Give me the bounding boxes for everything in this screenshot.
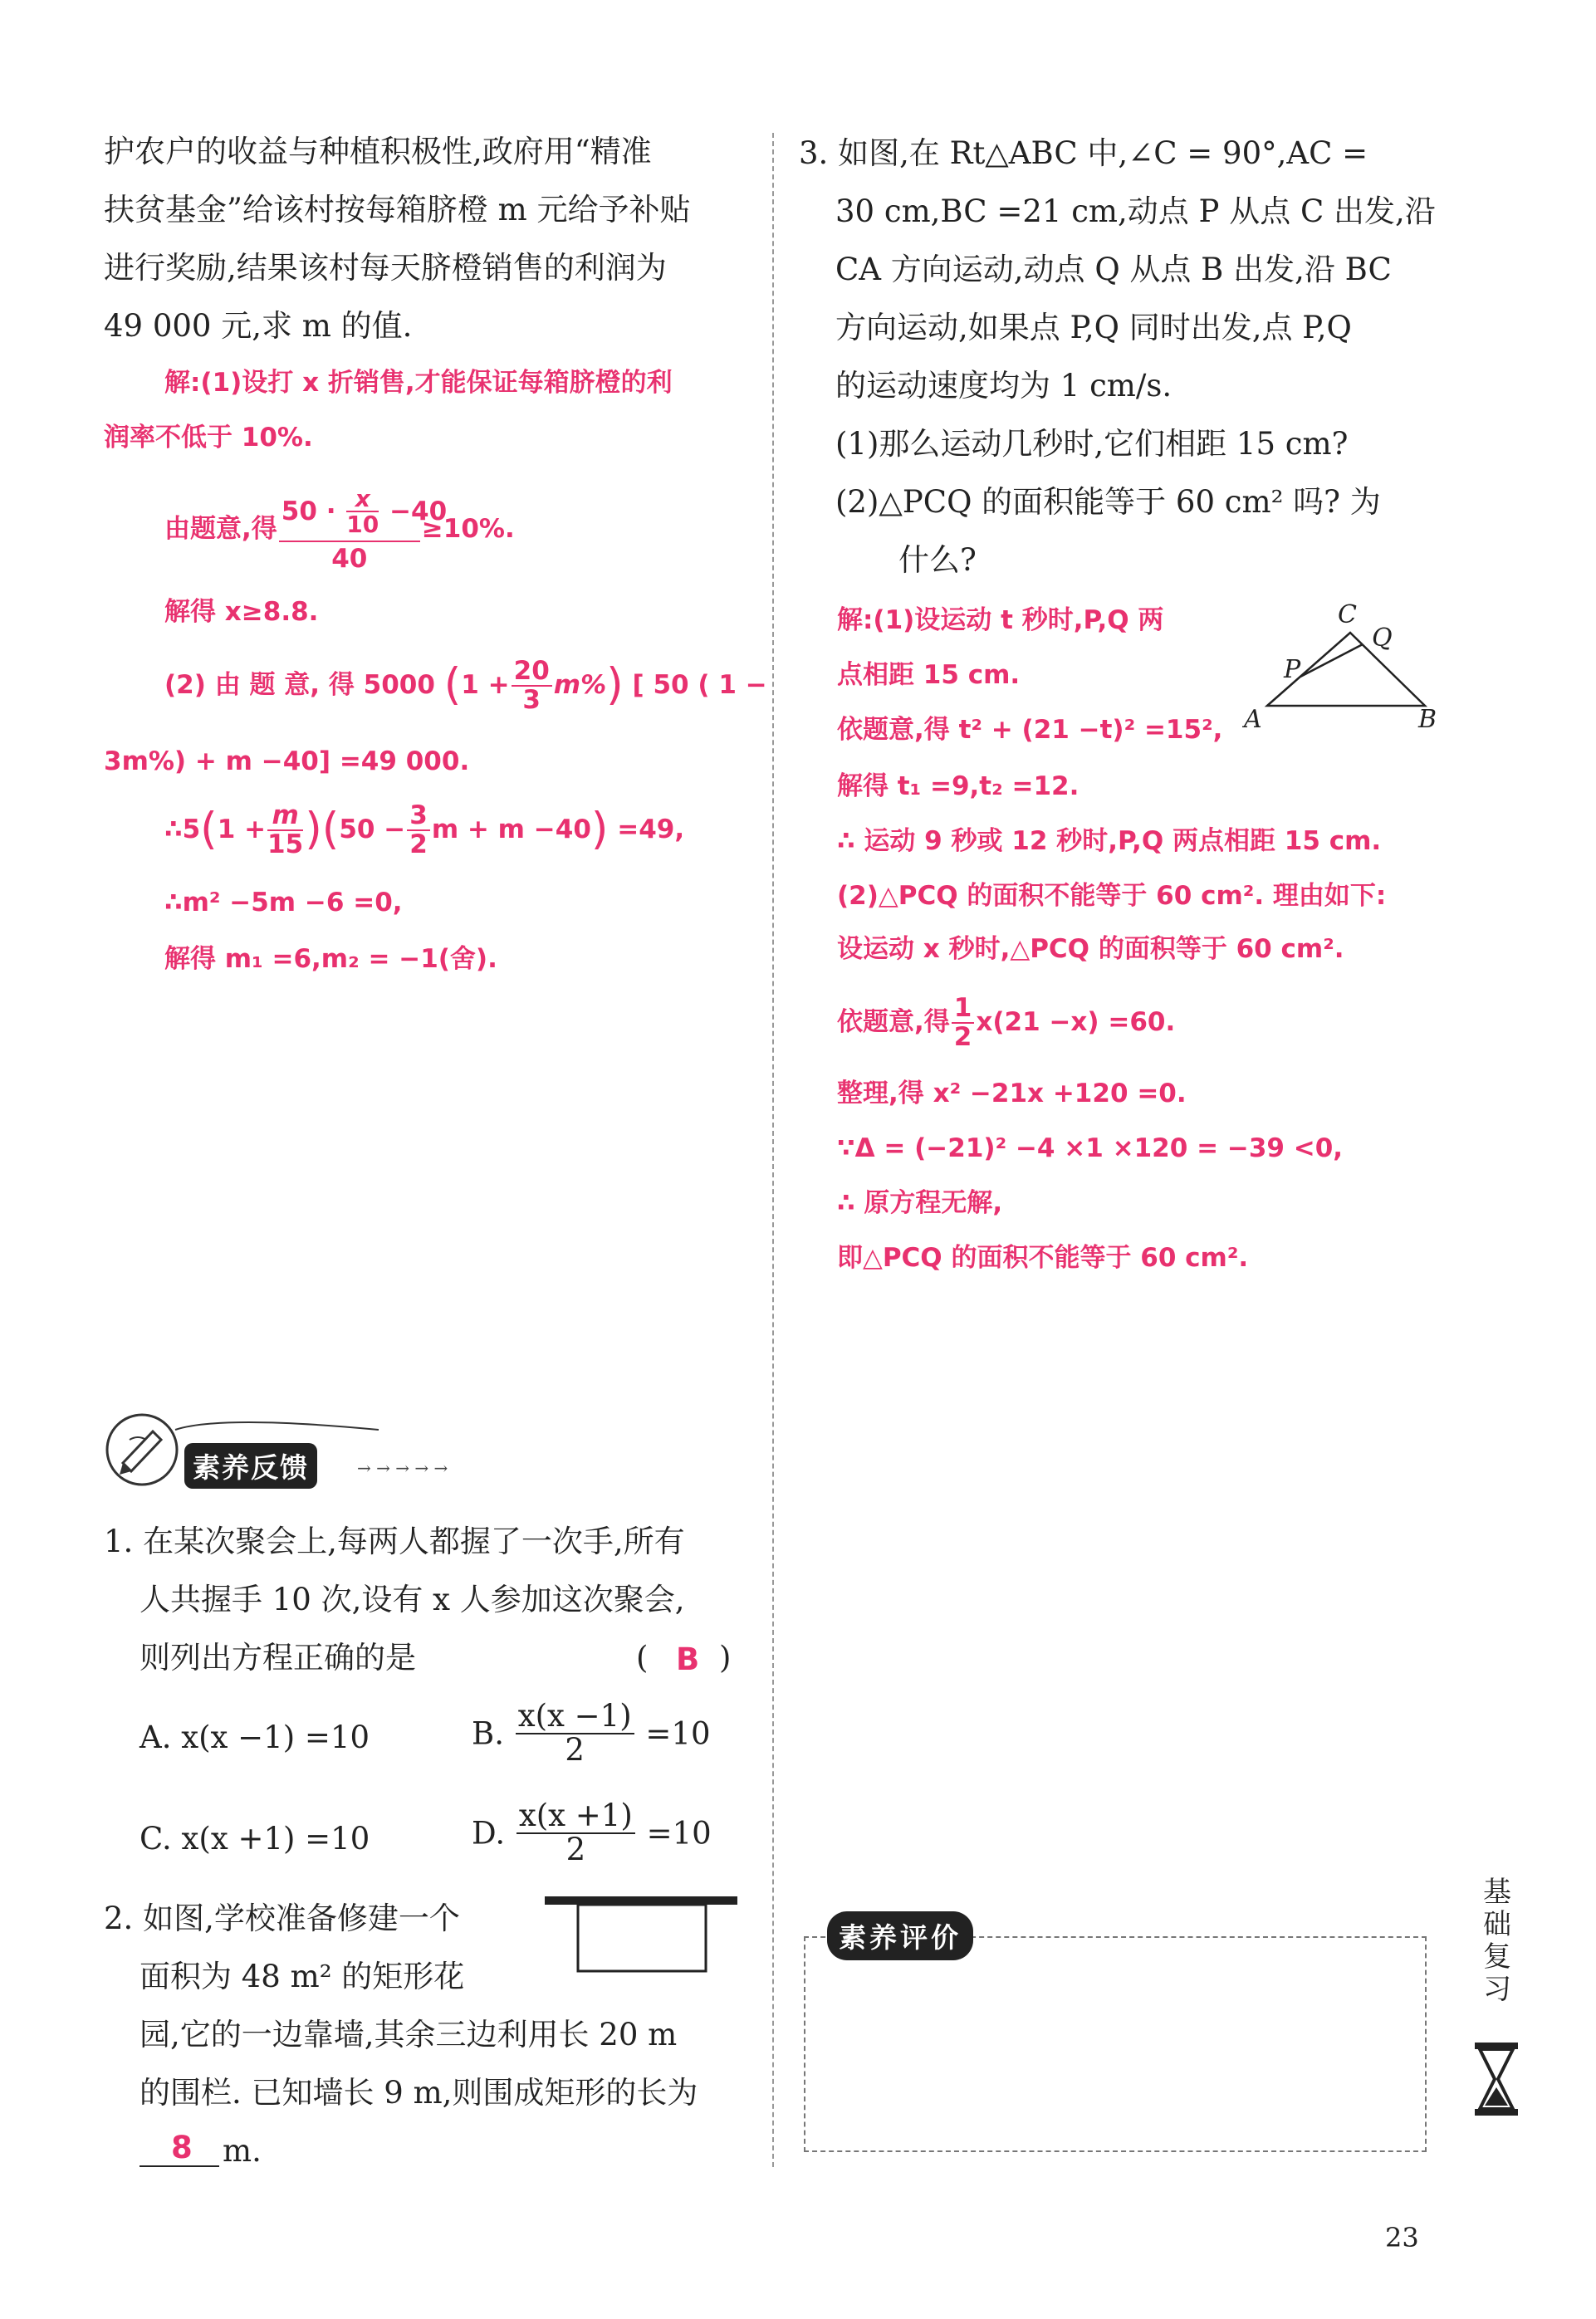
fraction: $\frac{x(x -1)}{2}$	[516, 1700, 634, 1767]
question-line: 面积为 48 m² 的矩形花	[140, 1959, 465, 1994]
triangle-figure	[1242, 598, 1442, 739]
solution-line: ∵Δ = (−21)² −4 ×1 ×120 = −39 <0,	[837, 1133, 1344, 1163]
question-line: 的围栏. 已知墙长 9 m,则围成矩形的长为	[140, 2075, 698, 2111]
q1-answer: B	[676, 1641, 700, 1677]
question-line: 1. 在某次聚会上,每两人都握了一次手,所有	[104, 1524, 685, 1559]
solution-equation: 由题意,得 50 · $\frac{x}{10}$ −40 40 ≥10%.	[164, 485, 515, 574]
fraction: $\frac{x(x +1)}{2}$	[516, 1800, 635, 1866]
problem-text-line: 护农户的收益与种植积极性,政府用“精准	[104, 134, 652, 169]
feedback-title: 素养反馈	[184, 1443, 317, 1489]
question-line: 什么?	[898, 542, 977, 578]
solution-line: 整理,得 x² −21x +120 =0.	[837, 1079, 1187, 1108]
question-line: 的运动速度均为 1 cm/s.	[835, 368, 1173, 404]
answer-blank	[140, 2165, 219, 2167]
option-b: B. $\frac{x(x -1)}{2}$ =10	[472, 1698, 711, 1768]
solution-line: 解:(1)设运动 t 秒时,P,Q 两	[837, 605, 1164, 635]
q2-unit: m.	[223, 2133, 262, 2169]
question-line: 园,它的一边靠墙,其余三边利用长 20 m	[140, 2017, 678, 2052]
question-line: (2)△PCQ 的面积能等于 60 cm² 吗? 为	[835, 484, 1381, 520]
solution-line: 即△PCQ 的面积不能等于 60 cm².	[837, 1243, 1249, 1273]
label-a: A	[1244, 705, 1262, 734]
question-line: 3. 如图,在 Rt△ABC 中,∠C = 90°,AC =	[799, 135, 1368, 171]
solution-line: 3m%) + m −40] =49 000.	[104, 746, 470, 776]
label-b: B	[1418, 705, 1437, 734]
solution-line: 解得 x≥8.8.	[164, 597, 319, 627]
solution-line: 润率不低于 10%.	[104, 423, 313, 453]
section-sidebar: 基 础 复 习	[1483, 1876, 1511, 2007]
solution-line: 解得 m₁ =6,m₂ = −1(舍).	[164, 944, 497, 974]
fraction: 50 · $\frac{x}{10}$ −40 40	[279, 487, 420, 572]
answer-bracket-close: )	[719, 1640, 732, 1676]
solution-line: 解得 t₁ =9,t₂ =12.	[837, 771, 1080, 801]
question-line: 人共握手 10 次,设有 x 人参加这次聚会,	[140, 1582, 685, 1617]
label-q: Q	[1372, 624, 1393, 653]
fraction: $\frac{20}{3}$	[512, 658, 552, 713]
option-a: A. x(x −1) =10	[140, 1720, 370, 1755]
solution-line: ∴m² −5m −6 =0,	[164, 888, 403, 917]
fraction: $\frac{1}{2}$	[952, 995, 975, 1050]
problem-text-line: 进行奖励,结果该村每天脐橙销售的利润为	[104, 250, 667, 286]
hourglass-icon	[1471, 2041, 1521, 2117]
solution-line: ∴ 运动 9 秒或 12 秒时,P,Q 两点相距 15 cm.	[837, 826, 1382, 856]
question-line: 30 cm,BC =21 cm,动点 P 从点 C 出发,沿	[835, 193, 1436, 229]
arrows-decoration: → → → → →	[357, 1458, 448, 1478]
solution-line: ∴ 原方程无解,	[837, 1188, 1003, 1218]
page-number: 23	[1385, 2222, 1419, 2253]
answer-bracket-open: (	[636, 1640, 649, 1676]
question-line: 2. 如图,学校准备修建一个	[104, 1901, 460, 1936]
evaluation-title: 素养评价	[827, 1911, 973, 1960]
question-line: 则列出方程正确的是	[140, 1640, 416, 1676]
evaluation-box	[804, 1936, 1427, 2152]
inner-fraction: $\frac{x}{10}$	[346, 485, 379, 539]
garden-figure	[541, 1895, 741, 1978]
solution-line: (2)△PCQ 的面积不能等于 60 cm². 理由如下:	[837, 881, 1387, 911]
option-d: D. $\frac{x(x +1)}{2}$ =10	[472, 1798, 712, 1867]
solution-equation: 依题意,得 $\frac{1}{2}$ x(21 −x) =60.	[837, 993, 1176, 1052]
label-c: C	[1338, 600, 1357, 629]
fraction: $\frac{m}{15}$	[267, 800, 304, 859]
question-line: CA 方向运动,动点 Q 从点 B 出发,沿 BC	[835, 252, 1392, 287]
option-c: C. x(x +1) =10	[140, 1821, 370, 1857]
problem-text-line: 扶贫基金”给该村按每箱脐橙 m 元给予补贴	[104, 192, 691, 227]
solution-equation: (2) 由 题 意, 得 5000 (1 + $\frac{20}{3}$ m%) [ 50 ( 1 −	[164, 656, 767, 715]
solution-line: 解:(1)设打 x 折销售,才能保证每箱脐橙的利	[164, 368, 673, 398]
solution-line: 依题意,得 t² + (21 −t)² =15²,	[837, 715, 1223, 745]
solution-line: 设运动 x 秒时,△PCQ 的面积等于 60 cm².	[837, 934, 1344, 964]
solution-line: 点相距 15 cm.	[837, 660, 1021, 690]
problem-text-line: 49 000 元,求 m 的值.	[104, 308, 413, 344]
fraction: $\frac{3}{2}$	[407, 802, 430, 858]
question-line: (1)那么运动几秒时,它们相距 15 cm?	[835, 426, 1349, 462]
solution-equation: ∴5(1 + $\frac{m}{15}$ )(50 − $\frac{3}{2}$ m + m −40) =49,	[164, 800, 685, 859]
question-line: 方向运动,如果点 P,Q 同时出发,点 P,Q	[835, 310, 1352, 345]
q2-answer: 8	[171, 2130, 193, 2165]
column-divider	[772, 133, 774, 2167]
label-p: P	[1284, 655, 1301, 684]
